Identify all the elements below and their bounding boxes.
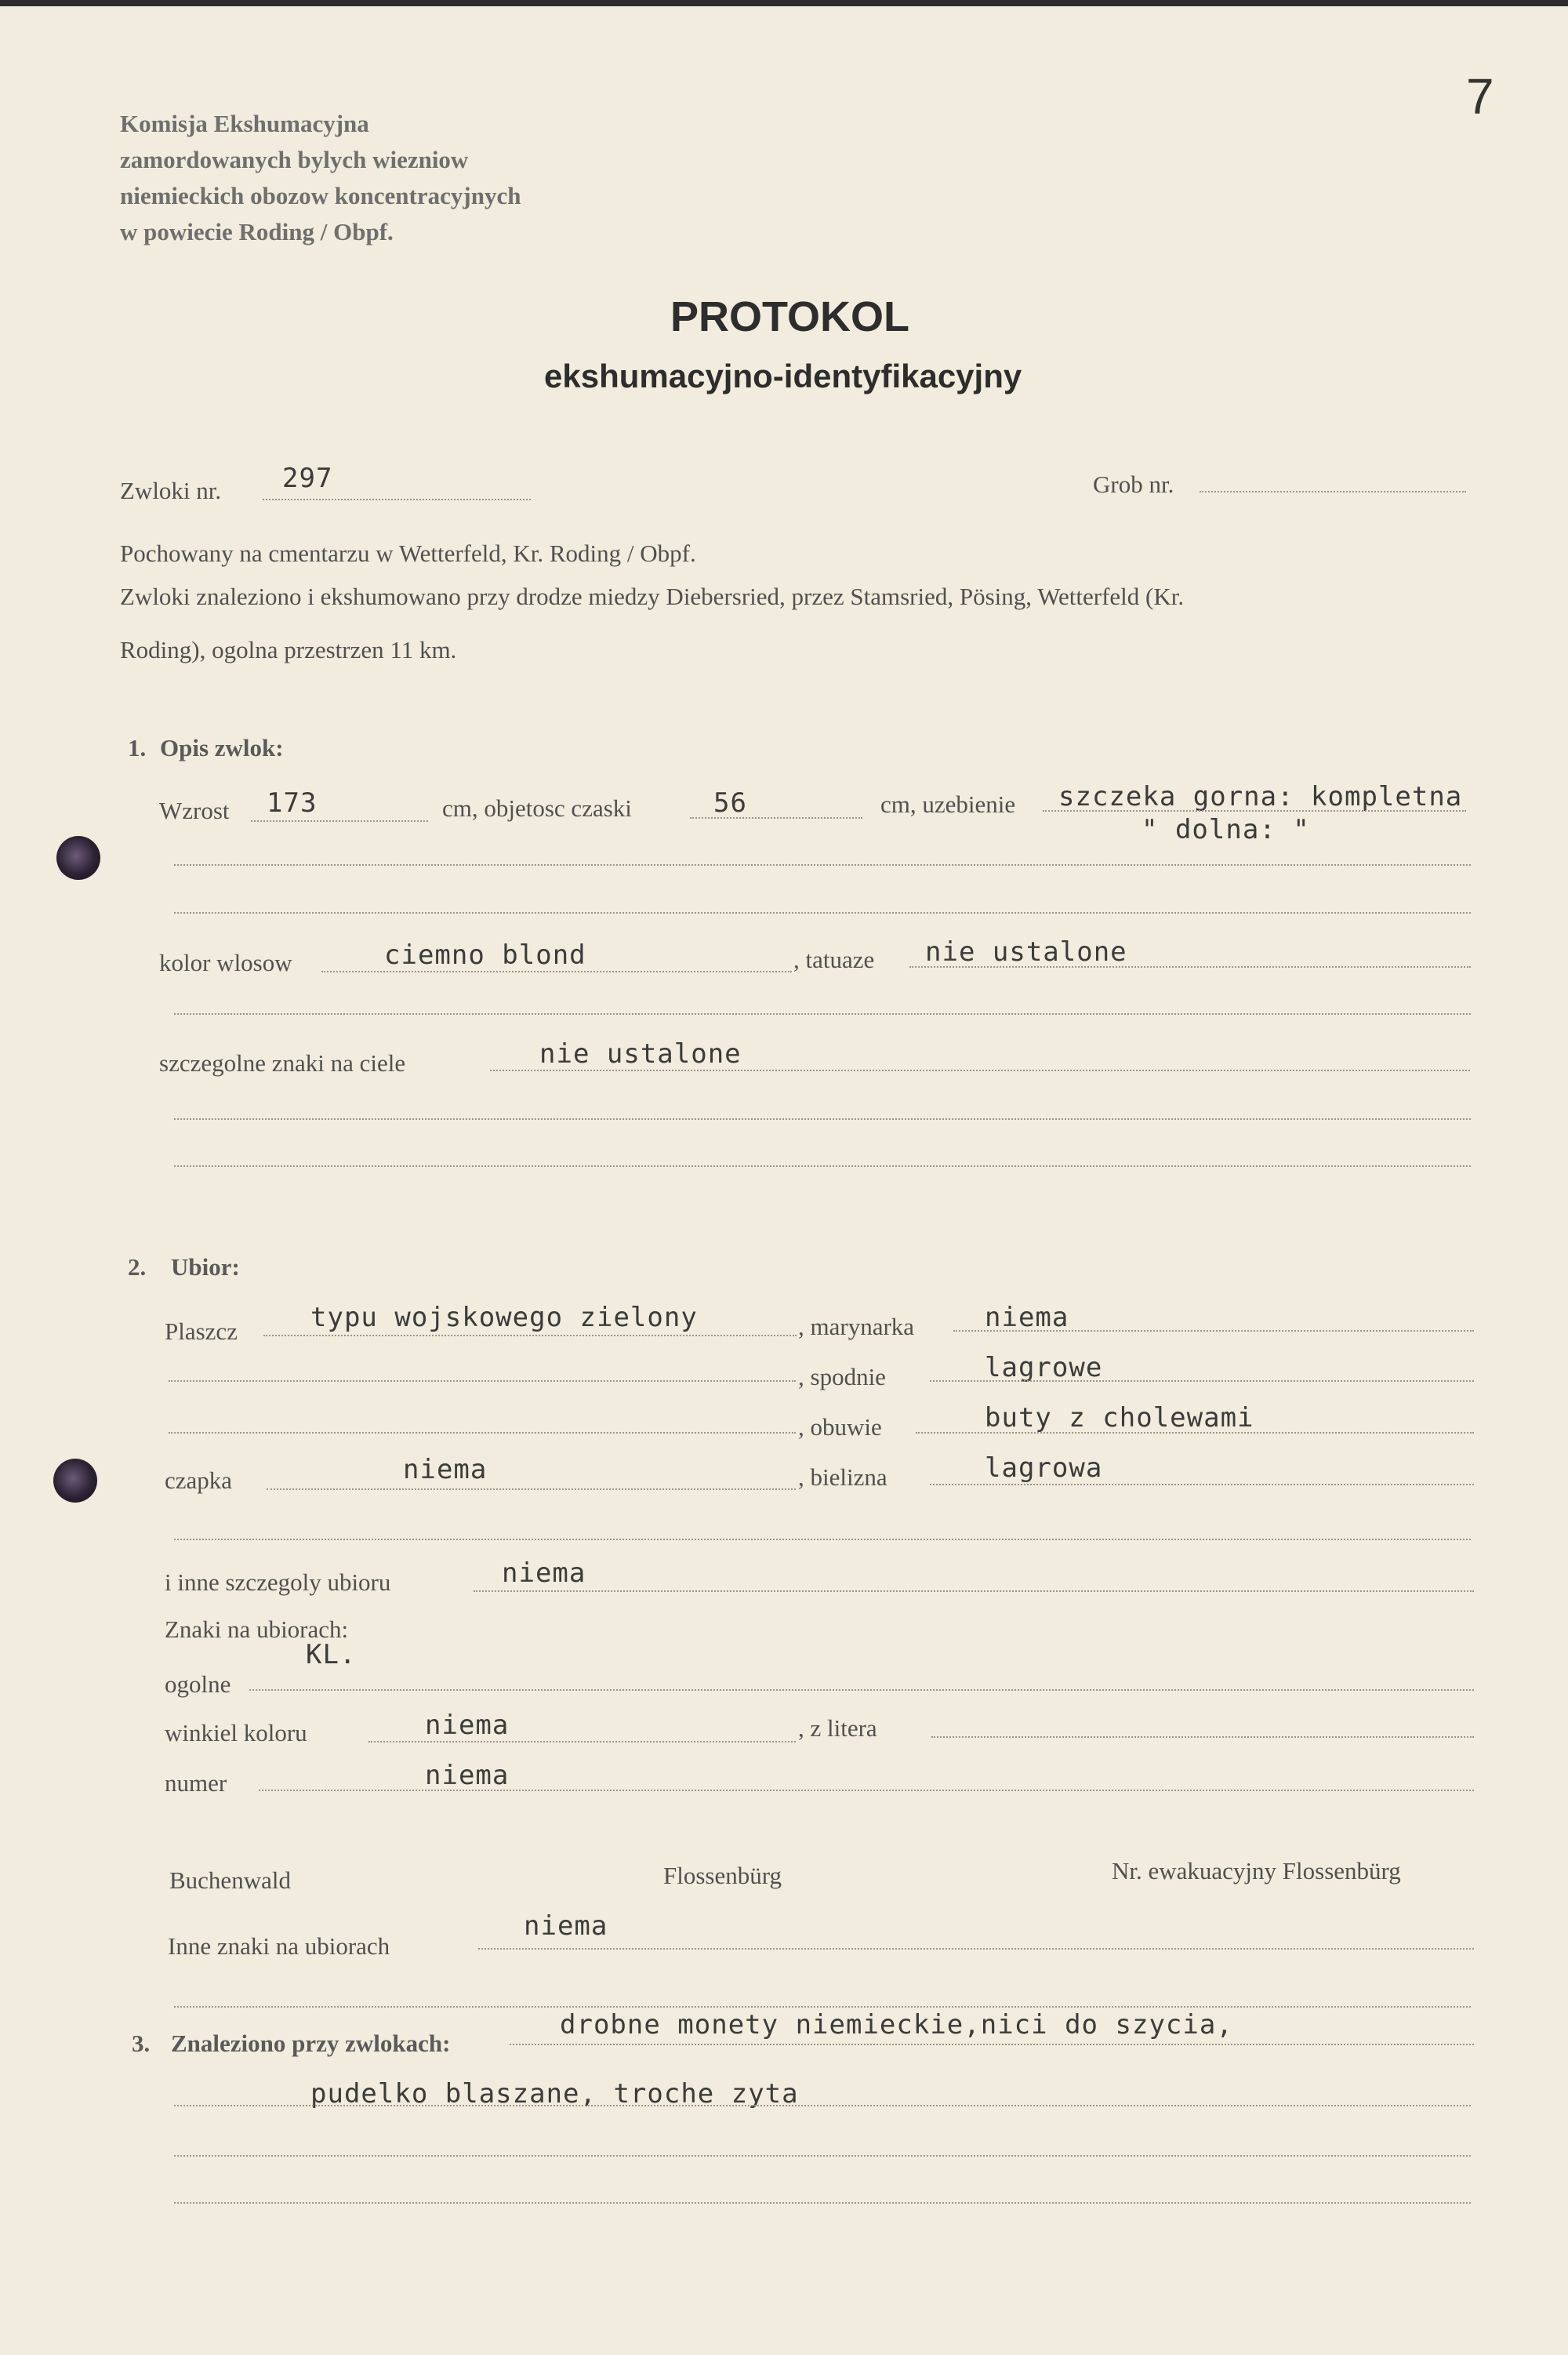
commission-header	[120, 106, 521, 250]
czaszka-value: 56	[713, 787, 747, 819]
zwloki-value: 297	[282, 463, 333, 494]
objetosc-label: cm, objetosc czaski	[442, 794, 632, 822]
znaki-label: szczegolne znaki na ciele	[159, 1049, 406, 1077]
znaki-na-ubiorach-label: Znaki na ubiorach:	[165, 1615, 349, 1643]
uzebienie-line2: " dolna: "	[1142, 814, 1310, 845]
obuwie-label: , obuwie	[798, 1413, 882, 1441]
z-litera-label: , z litera	[798, 1714, 877, 1742]
flossenburg-label: Flossenbürg	[663, 1862, 782, 1889]
marynarka-label: , marynarka	[798, 1313, 915, 1340]
czapka-value: niema	[403, 1454, 488, 1485]
found-items-line2: pudelko blaszane, troche zyta	[310, 2078, 799, 2110]
bielizna-label: , bielizna	[798, 1463, 887, 1491]
header-line-4: w powiecie Roding / Obpf.	[120, 218, 394, 245]
document-title: PROTOKOL	[670, 293, 910, 340]
tatuaze-value: nie ustalone	[925, 936, 1127, 968]
marynarka-value: niema	[985, 1302, 1069, 1333]
section2-number: 2.	[128, 1253, 147, 1281]
buchenwald-label: Buchenwald	[169, 1866, 291, 1894]
nr-ewakuacyjny-label: Nr. ewakuacyjny Flossenbürg	[1112, 1857, 1401, 1884]
bielizna-value: lagrowa	[985, 1452, 1103, 1484]
document-subtitle: ekshumacyjno-identyfikacyjny	[544, 358, 1022, 394]
inne-szczegoly-label: i inne szczegoly ubioru	[165, 1568, 391, 1596]
numer-label: numer	[165, 1769, 227, 1797]
spodnie-label: , spodnie	[798, 1363, 886, 1390]
zwloki-label: Zwloki nr.	[120, 477, 222, 504]
uzebienie-label: cm, uzebienie	[880, 790, 1016, 818]
section1-title: Opis zwlok:	[160, 734, 284, 761]
section3-title: Znaleziono przy zwlokach:	[171, 2030, 451, 2057]
kolor-value: ciemno blond	[384, 939, 586, 971]
header-line-1: Komisja Ekshumacyjna	[120, 110, 369, 137]
burial-place-text: Pochowany na cmentarzu w Wetterfeld, Kr. Roding / Obpf.	[120, 540, 696, 567]
inne-znaki-value: niema	[524, 1910, 608, 1942]
punch-hole-top	[56, 836, 100, 880]
found-items-line1: drobne monety niemieckie,nici do szycia,	[560, 2009, 1233, 2041]
section1-number: 1.	[128, 734, 147, 761]
section2-title: Ubior:	[171, 1253, 240, 1281]
wzrost-label: Wzrost	[159, 797, 230, 824]
uzebienie-line1: szczeka gorna: kompletna	[1058, 781, 1463, 812]
spodnie-value: lagrowe	[985, 1352, 1103, 1383]
kolor-label: kolor wlosow	[159, 949, 292, 976]
section3-number: 3.	[132, 2030, 151, 2057]
ogolne-label: ogolne	[165, 1670, 231, 1698]
obuwie-value: buty z cholewami	[985, 1402, 1254, 1434]
wzrost-value: 173	[267, 787, 318, 819]
inne-szczegoly-value: niema	[502, 1557, 586, 1589]
punch-hole-bottom	[53, 1459, 97, 1503]
numer-value: niema	[425, 1760, 510, 1791]
tatuaze-label: , tatuaze	[793, 946, 875, 973]
plaszcz-label: Plaszcz	[165, 1317, 238, 1345]
page-number: 7	[1466, 68, 1494, 125]
czapka-label: czapka	[165, 1466, 233, 1494]
header-line-3: niemieckich obozow koncentracyjnych	[120, 182, 521, 209]
found-location-line1: Zwloki znaleziono i ekshumowano przy drodze miedzy Diebersried, przez Stamsried, Pösing, Wetterfeld (Kr.	[120, 583, 1185, 610]
grob-label: Grob nr.	[1093, 471, 1174, 498]
header-line-2: zamordowanych bylych wiezniow	[120, 146, 469, 173]
ogolne-value: KL.	[306, 1639, 357, 1670]
winkiel-value: niema	[425, 1710, 510, 1741]
znaki-value: nie ustalone	[539, 1038, 742, 1070]
inne-znaki-label: Inne znaki na ubiorach	[168, 1932, 390, 1960]
winkiel-label: winkiel koloru	[165, 1719, 307, 1746]
plaszcz-value: typu wojskowego zielony	[310, 1302, 698, 1333]
found-location-line2: Roding), ogolna przestrzen 11 km.	[120, 636, 457, 663]
